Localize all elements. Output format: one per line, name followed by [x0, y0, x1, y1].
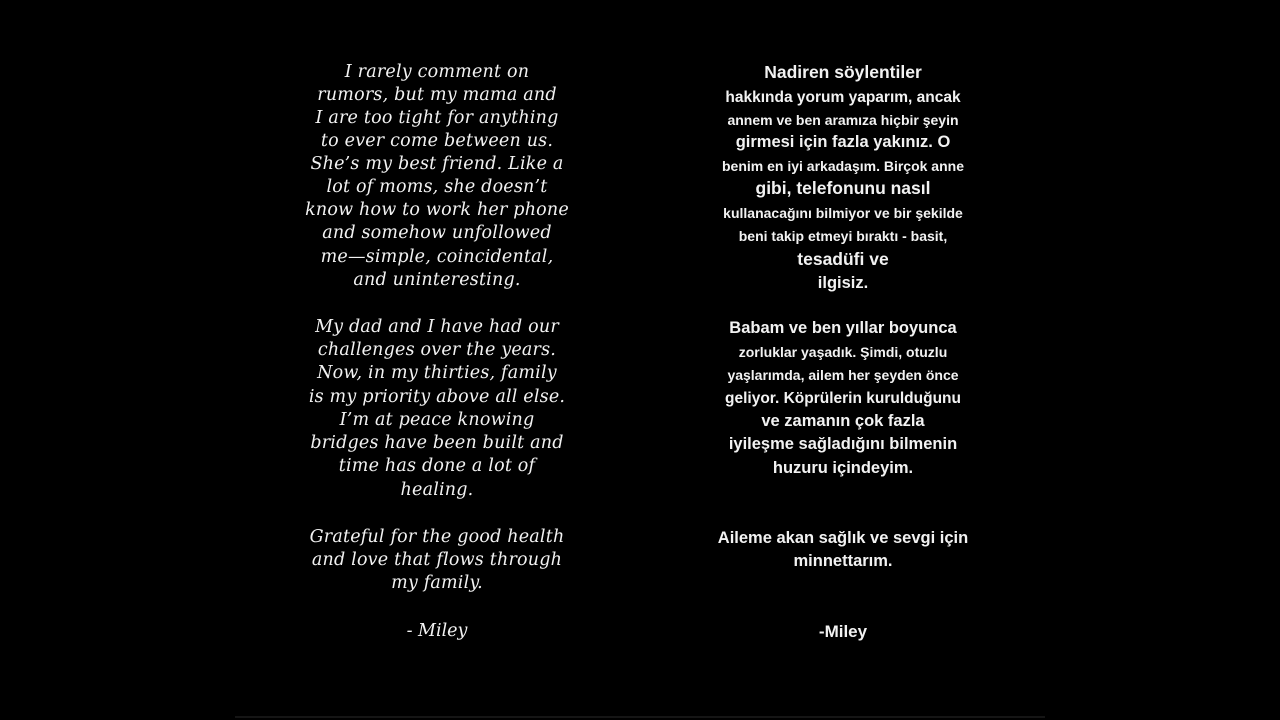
turkish-line: hakkında yorum yaparım, ancak: [725, 89, 961, 106]
turkish-statement: [693, 0, 993, 720]
english-line: time has done a lot of: [338, 456, 536, 476]
english-line: know how to work her phone: [305, 200, 569, 220]
turkish-line: yaşlarımda, ailem her şeyden önce: [727, 367, 959, 383]
english-line: She’s my best friend. Like a: [310, 154, 564, 174]
english-line: My dad and I have had our: [315, 317, 559, 337]
turkish-line: zorluklar yaşadık. Şimdi, otuzlu: [738, 344, 948, 360]
english-line: and somehow unfollowed: [322, 223, 552, 243]
turkish-line: ilgisiz.: [817, 274, 869, 292]
turkish-line: gibi, telefonunu nasıl: [755, 178, 931, 198]
turkish-line: ve zamanın çok fazla: [761, 412, 925, 430]
english-line: challenges over the years.: [317, 340, 557, 360]
english-line: healing.: [400, 480, 474, 500]
english-line: Grateful for the good health: [309, 527, 565, 547]
english-line: is my priority above all else.: [308, 387, 566, 407]
turkish-line: huzuru içindeyim.: [772, 459, 914, 477]
turkish-line: annem ve ben aramıza hiçbir şeyin: [727, 112, 959, 128]
english-line: lot of moms, she doesn’t: [326, 177, 548, 197]
english-line: I rarely comment on: [344, 62, 530, 82]
english-line: I are too tight for anything: [315, 108, 559, 128]
english-signature: - Miley: [406, 621, 468, 641]
turkish-line: kullanacağını bilmiyor ve bir şekilde: [723, 205, 963, 221]
english-line: I’m at peace knowing: [339, 410, 535, 430]
english-line: bridges have been built and: [310, 433, 564, 453]
turkish-line: girmesi için fazla yakınız. O: [735, 133, 951, 151]
turkish-line: benim en iyi arkadaşım. Birçok anne: [722, 158, 964, 174]
english-statement: [287, 0, 587, 720]
english-line: me—simple, coincidental,: [320, 247, 554, 267]
english-line: and uninteresting.: [353, 270, 521, 290]
turkish-line: iyileşme sağladığını bilmenin: [728, 435, 958, 453]
turkish-signature: -Miley: [818, 622, 868, 641]
turkish-line: beni takip etmeyi bıraktı - basit,: [738, 228, 948, 244]
bottom-divider: [235, 716, 1045, 718]
turkish-line: Nadiren söylentiler: [764, 62, 922, 82]
english-line: and love that flows through: [311, 550, 563, 570]
turkish-line: minnettarım.: [793, 552, 893, 570]
turkish-line: Aileme akan sağlık ve sevgi için: [717, 529, 969, 547]
english-line: to ever come between us.: [320, 131, 554, 151]
english-line: Now, in my thirties, family: [317, 363, 557, 383]
english-line: rumors, but my mama and: [317, 85, 557, 105]
turkish-line: geliyor. Köprülerin kurulduğunu: [725, 390, 961, 407]
turkish-line: tesadüfi ve: [797, 249, 889, 269]
turkish-line: Babam ve ben yıllar boyunca: [729, 319, 957, 337]
english-line: my family.: [391, 573, 483, 593]
